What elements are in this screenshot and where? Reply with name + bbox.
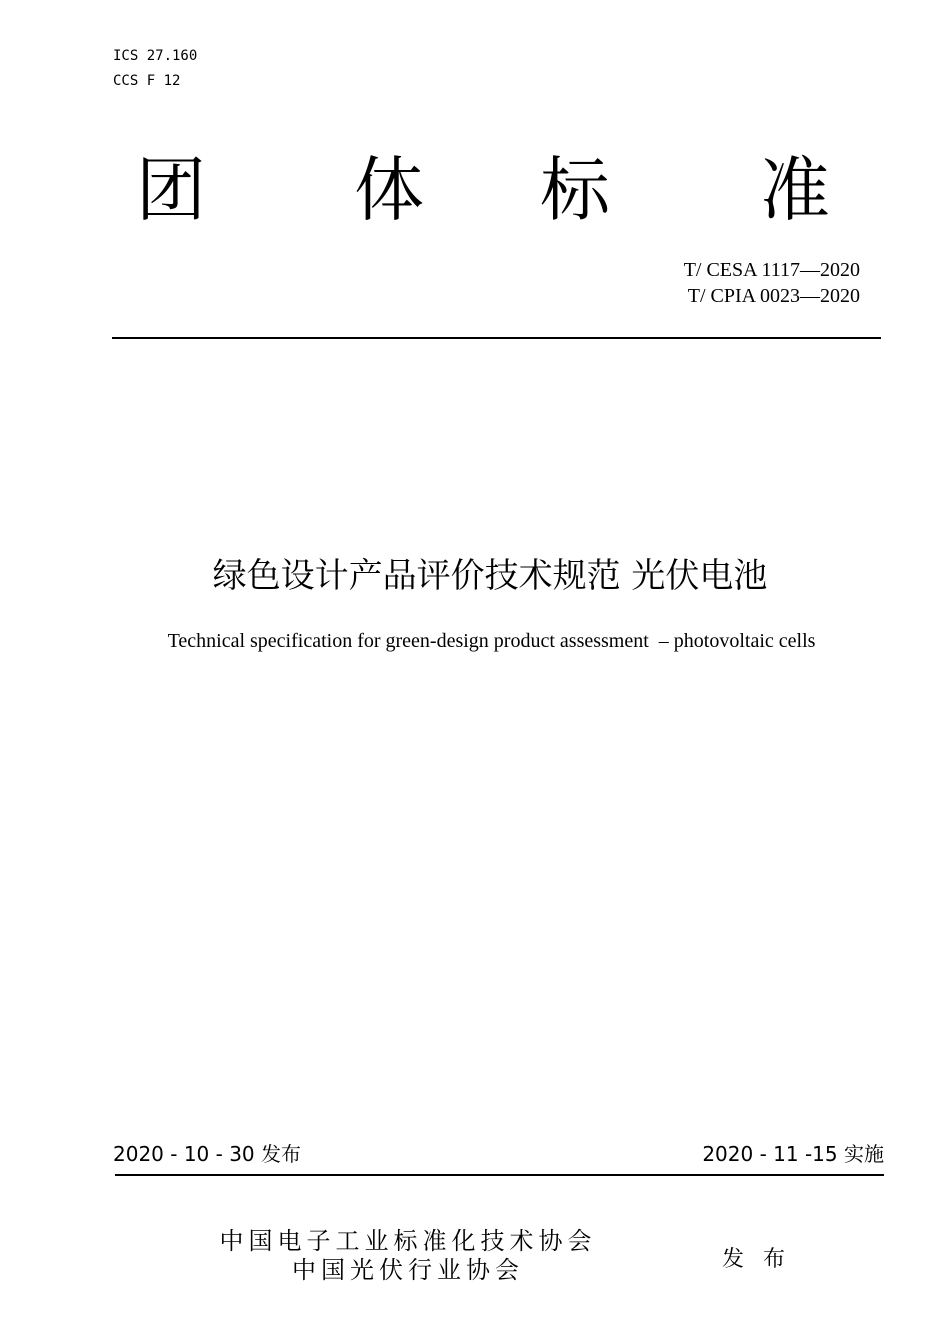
title-cn: 绿色设计产品评价技术规范 光伏电池 <box>212 556 768 596</box>
standard-code: T/ CESA 1117—2020 <box>683 259 860 281</box>
standard-code: T/ CPIA 0023—2020 <box>687 285 860 307</box>
ics-code: ICS 27.160 <box>113 48 198 64</box>
doc-type-char: 准 <box>760 149 830 231</box>
implement-date: 2020 - 11 -15 实施 <box>702 1142 884 1166</box>
doc-type-char: 体 <box>354 149 424 231</box>
doc-type-char: 标 <box>540 149 610 231</box>
doc-type-char: 团 <box>136 149 206 231</box>
ccs-code: CCS F 12 <box>113 73 181 89</box>
publisher-org: 中国光伏行业协会 <box>292 1256 524 1284</box>
title-en: Technical specification for green-design product assessment – photovoltaic cells <box>167 630 816 652</box>
footer-divider <box>115 1174 884 1176</box>
publish-label: 发 布 <box>722 1247 791 1272</box>
publish-date: 2020 - 10 - 30 发布 <box>113 1142 302 1166</box>
publisher-org: 中国电子工业标准化技术协会 <box>219 1227 597 1255</box>
header-divider <box>112 337 881 339</box>
